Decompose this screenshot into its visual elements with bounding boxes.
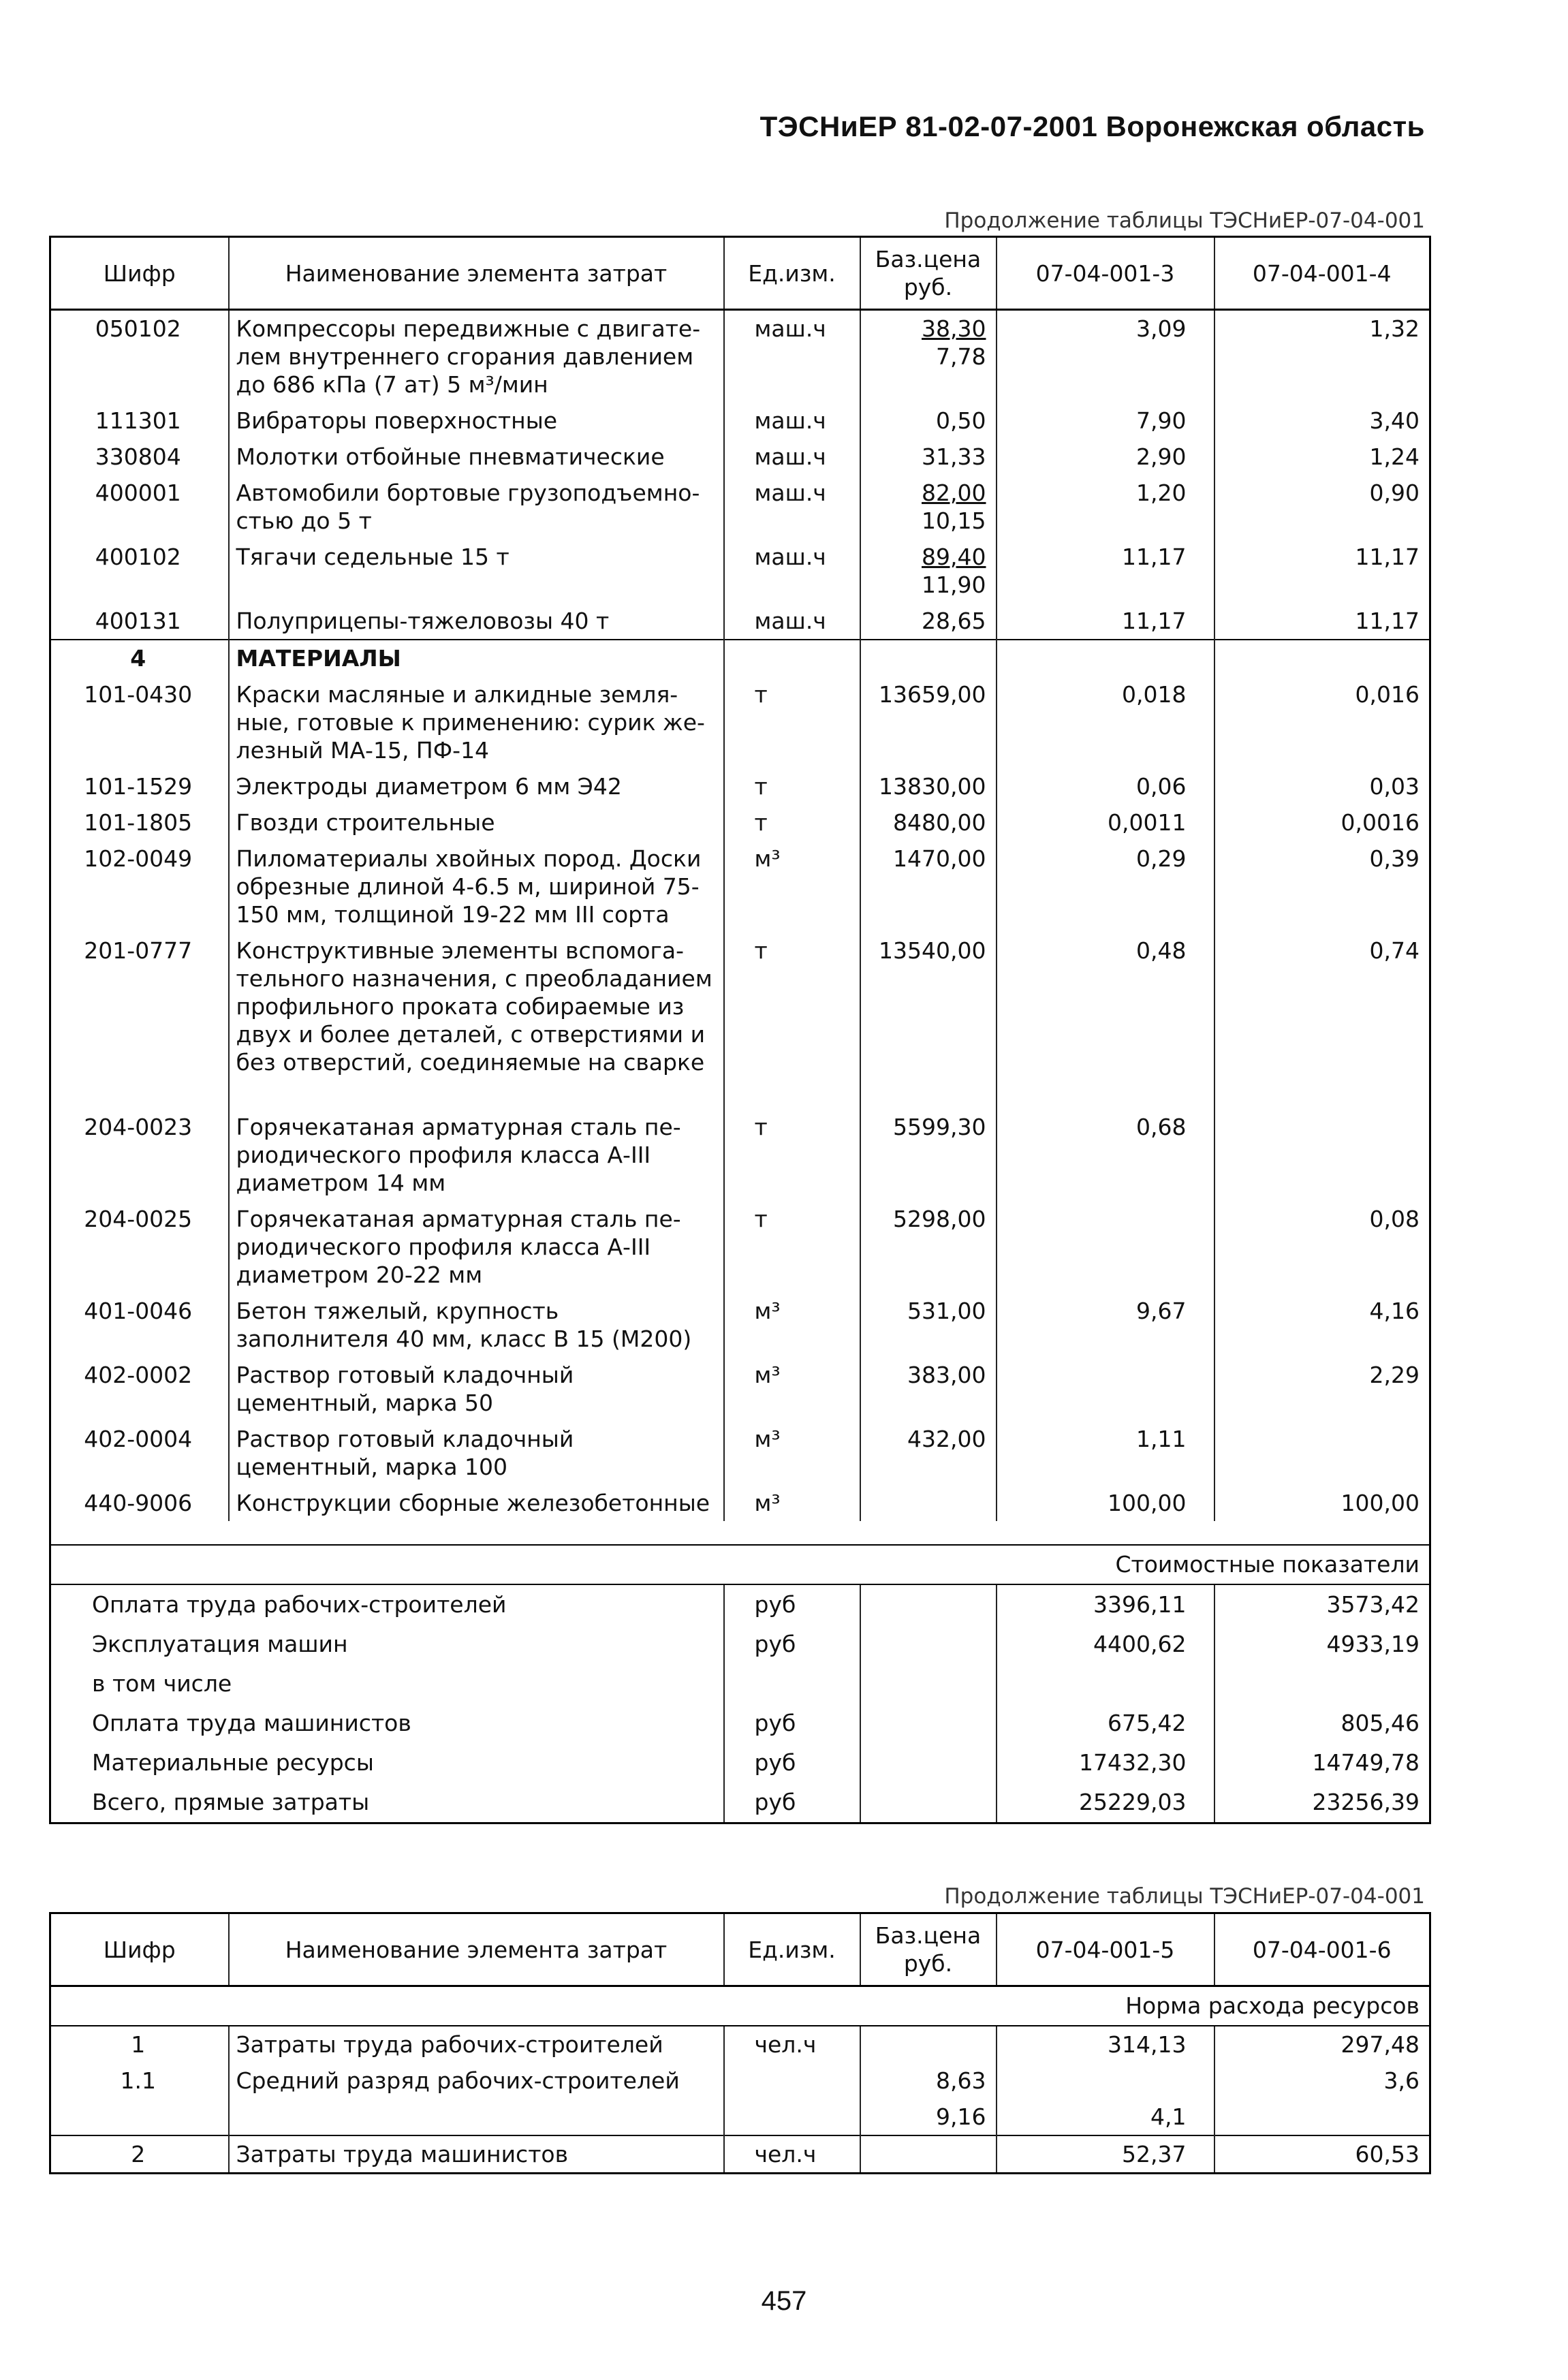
row-value-3: 0,29 — [997, 841, 1214, 933]
resources-table-2 — [49, 1912, 1431, 2174]
table-row — [50, 439, 1430, 475]
row-name: Горячекатаная арматурная сталь пе-риодического профиля класса А-III диаметром 20-22 мм — [229, 1201, 724, 1293]
summary-row — [50, 1704, 1430, 1743]
table-row — [50, 804, 1430, 841]
row-name: Пиломатериалы хвойных пород. Доски обрезные длиной 4-6.5 м, шириной 75-150 мм, толщиной 19-22 мм III сорта — [229, 841, 724, 933]
table-row — [50, 676, 1430, 768]
row-name: Электроды диаметром 6 мм Э42 — [229, 768, 724, 804]
row-price: 5599,30 — [860, 1109, 997, 1201]
row-value-3 — [997, 1201, 1214, 1293]
row-value-3: 1,11 — [997, 1421, 1214, 1485]
table-row — [50, 310, 1430, 403]
row-price: 432,00 — [860, 1421, 997, 1485]
summary-label: Оплата труда машинистов — [50, 1704, 724, 1743]
row-price — [860, 1485, 997, 1521]
row-unit: т — [724, 804, 860, 841]
row-value-3: 1,20 — [997, 475, 1214, 539]
price-value: 38,30 — [922, 315, 986, 342]
row-code: 400102 — [50, 539, 229, 603]
summary-row — [50, 1783, 1430, 1823]
row-code: 330804 — [50, 439, 229, 475]
row-value-6: 60,53 — [1214, 2135, 1430, 2174]
row-code: 401-0046 — [50, 1293, 229, 1357]
row-code: 204-0023 — [50, 1109, 229, 1201]
row-code: 1 — [50, 2026, 229, 2063]
price-secondary: 10,15 — [922, 507, 986, 534]
table1-caption: Продолжение таблицы ТЭСНиЕР-07-04-001 — [944, 208, 1425, 233]
table-row — [50, 2135, 1430, 2174]
col-header-unit: Ед.изм. — [724, 237, 860, 310]
band-row — [50, 1986, 1430, 2026]
row-price: 28,65 — [860, 603, 997, 640]
summary-unit: руб — [724, 1584, 860, 1625]
summary-value-3: 17432,30 — [997, 1743, 1214, 1783]
row-name: Полуприцепы-тяжеловозы 40 т — [229, 603, 724, 640]
summary-row — [50, 1743, 1430, 1783]
col-header-unit: Ед.изм. — [724, 1913, 860, 1986]
row-value-5: 314,13 — [997, 2026, 1214, 2063]
table-row — [50, 1357, 1430, 1421]
row-name: Бетон тяжелый, крупность заполнителя 40 мм, класс В 15 (М200) — [229, 1293, 724, 1357]
row-unit: м³ — [724, 1357, 860, 1421]
section-number: 4 — [50, 640, 229, 676]
row-price: 5298,00 — [860, 1201, 997, 1293]
row-name: Конструкции сборные железобетонные — [229, 1485, 724, 1521]
summary-value-4: 14749,78 — [1214, 1743, 1430, 1783]
price-value: 82,00 — [922, 480, 986, 506]
table-row — [50, 403, 1430, 439]
row-unit: м³ — [724, 1293, 860, 1357]
price-secondary: 7,78 — [936, 343, 986, 370]
row-code: 1.1 — [50, 2063, 229, 2099]
row-price: 8480,00 — [860, 804, 997, 841]
row-name — [229, 2099, 724, 2135]
row-value-4: 11,17 — [1214, 539, 1430, 603]
row-value-5: 52,37 — [997, 2135, 1214, 2174]
row-code: 440-9006 — [50, 1485, 229, 1521]
row-value-6: 297,48 — [1214, 2026, 1430, 2063]
col-header-07-04-001-3: 07-04-001-3 — [997, 237, 1214, 310]
row-value-3: 100,00 — [997, 1485, 1214, 1521]
row-code — [50, 2099, 229, 2135]
col-header-price: Баз.цена руб. — [860, 237, 997, 310]
row-value-4: 1,32 — [1214, 310, 1430, 403]
section-row — [50, 640, 1430, 676]
section-title: МАТЕРИАЛЫ — [229, 640, 724, 676]
row-value-6: 3,6 — [1214, 2063, 1430, 2099]
resources-table-1 — [49, 236, 1431, 1824]
row-value-4: 0,016 — [1214, 676, 1430, 768]
row-unit: чел.ч — [724, 2026, 860, 2063]
row-name: Раствор готовый кладочный цементный, марка 50 — [229, 1357, 724, 1421]
row-unit: маш.ч — [724, 539, 860, 603]
summary-value-3: 675,42 — [997, 1704, 1214, 1743]
summary-value-3: 25229,03 — [997, 1783, 1214, 1823]
row-price: 8,63 — [860, 2063, 997, 2099]
row-code: 101-1529 — [50, 768, 229, 804]
summary-unit: руб — [724, 1625, 860, 1664]
table-row — [50, 768, 1430, 804]
summary-label: Материальные ресурсы — [50, 1743, 724, 1783]
row-unit: м³ — [724, 841, 860, 933]
row-name: Гвозди строительные — [229, 804, 724, 841]
row-value-3: 2,90 — [997, 439, 1214, 475]
row-price — [860, 2026, 997, 2063]
row-value-3: 11,17 — [997, 603, 1214, 640]
row-value-4: 11,17 — [1214, 603, 1430, 640]
row-price — [860, 475, 997, 539]
row-code: 111301 — [50, 403, 229, 439]
row-unit: маш.ч — [724, 603, 860, 640]
row-code: 101-1805 — [50, 804, 229, 841]
row-value-4: 0,39 — [1214, 841, 1430, 933]
row-name: Средний разряд рабочих-строителей — [229, 2063, 724, 2099]
row-name: Автомобили бортовые грузоподъемно-стью до 5 т — [229, 475, 724, 539]
row-value-4: 0,0016 — [1214, 804, 1430, 841]
col-header-07-04-001-5: 07-04-001-5 — [997, 1913, 1214, 1986]
summary-row — [50, 1664, 1430, 1704]
summary-label: Эксплуатация машин — [50, 1625, 724, 1664]
row-unit: т — [724, 1201, 860, 1293]
row-name: Раствор готовый кладочный цементный, марка 100 — [229, 1421, 724, 1485]
row-value-4 — [1214, 1109, 1430, 1201]
row-price: 531,00 — [860, 1293, 997, 1357]
row-value-4: 0,74 — [1214, 933, 1430, 1080]
row-name: Конструктивные элементы вспомога-тельного назначения, с преобладанием профильного проката собираемые из двух и более деталей, с отверстиями и без отверстий, соединяемые на сварке — [229, 933, 724, 1080]
table-row — [50, 2099, 1430, 2135]
row-value-4: 0,90 — [1214, 475, 1430, 539]
row-price: 383,00 — [860, 1357, 997, 1421]
row-value-3: 0,06 — [997, 768, 1214, 804]
row-value-4: 4,16 — [1214, 1293, 1430, 1357]
table-row — [50, 2026, 1430, 2063]
summary-row — [50, 1625, 1430, 1664]
price-secondary: 11,90 — [922, 571, 986, 598]
row-value-5: 4,1 — [997, 2099, 1214, 2135]
summary-unit: руб — [724, 1704, 860, 1743]
row-unit: т — [724, 676, 860, 768]
col-header-name: Наименование элемента затрат — [229, 1913, 724, 1986]
row-price: 13830,00 — [860, 768, 997, 804]
summary-unit — [724, 1664, 860, 1704]
row-unit: маш.ч — [724, 475, 860, 539]
row-code: 402-0002 — [50, 1357, 229, 1421]
row-value-3: 7,90 — [997, 403, 1214, 439]
row-value-3: 0,68 — [997, 1109, 1214, 1201]
row-unit: чел.ч — [724, 2135, 860, 2174]
band-resource-norms: Норма расхода ресурсов — [50, 1986, 1430, 2026]
row-value-3: 11,17 — [997, 539, 1214, 603]
table-row — [50, 841, 1430, 933]
row-price: 1470,00 — [860, 841, 997, 933]
table-row — [50, 539, 1430, 603]
row-code: 050102 — [50, 310, 229, 403]
row-price: 9,16 — [860, 2099, 997, 2135]
col-header-07-04-001-6: 07-04-001-6 — [1214, 1913, 1430, 1986]
table-row — [50, 933, 1430, 1080]
row-value-4: 1,24 — [1214, 439, 1430, 475]
summary-label: в том числе — [50, 1664, 724, 1704]
row-value-5 — [997, 2063, 1214, 2099]
row-value-4: 2,29 — [1214, 1357, 1430, 1421]
row-unit: м³ — [724, 1421, 860, 1485]
summary-value-3: 3396,11 — [997, 1584, 1214, 1625]
row-name: Молотки отбойные пневматические — [229, 439, 724, 475]
col-header-code: Шифр — [50, 1913, 229, 1986]
row-code: 400001 — [50, 475, 229, 539]
summary-value-3 — [997, 1664, 1214, 1704]
row-value-3 — [997, 1357, 1214, 1421]
row-code: 101-0430 — [50, 676, 229, 768]
row-name: Затраты труда рабочих-строителей — [229, 2026, 724, 2063]
row-unit: маш.ч — [724, 403, 860, 439]
row-code: 204-0025 — [50, 1201, 229, 1293]
row-unit: т — [724, 768, 860, 804]
table-row — [50, 2063, 1430, 2099]
summary-unit: руб — [724, 1743, 860, 1783]
document-header: ТЭСНиЕР 81-02-07-2001 Воронежская область — [759, 110, 1425, 142]
summary-value-4: 805,46 — [1214, 1704, 1430, 1743]
row-value-4: 0,08 — [1214, 1201, 1430, 1293]
row-unit: т — [724, 933, 860, 1080]
row-value-3: 0,48 — [997, 933, 1214, 1080]
band-row — [50, 1545, 1430, 1584]
row-value-4: 0,03 — [1214, 768, 1430, 804]
row-name: Вибраторы поверхностные — [229, 403, 724, 439]
summary-value-4: 4933,19 — [1214, 1625, 1430, 1664]
row-unit — [724, 2099, 860, 2135]
row-unit: маш.ч — [724, 310, 860, 403]
row-value-3: 9,67 — [997, 1293, 1214, 1357]
row-value-4: 3,40 — [1214, 403, 1430, 439]
row-value-4: 100,00 — [1214, 1485, 1430, 1521]
row-code: 402-0004 — [50, 1421, 229, 1485]
table-header-row — [50, 237, 1430, 310]
row-value-3: 0,0011 — [997, 804, 1214, 841]
row-price — [860, 310, 997, 403]
row-unit: т — [724, 1109, 860, 1201]
summary-value-3: 4400,62 — [997, 1625, 1214, 1664]
summary-unit: руб — [724, 1783, 860, 1823]
row-value-3: 3,09 — [997, 310, 1214, 403]
row-price: 31,33 — [860, 439, 997, 475]
row-price: 13540,00 — [860, 933, 997, 1080]
row-code: 201-0777 — [50, 933, 229, 1080]
row-name: Горячекатаная арматурная сталь пе-риодического профиля класса А-III диаметром 14 мм — [229, 1109, 724, 1201]
spacer-row — [50, 1080, 1430, 1109]
row-code: 400131 — [50, 603, 229, 640]
summary-value-4 — [1214, 1664, 1430, 1704]
col-header-code: Шифр — [50, 237, 229, 310]
row-name: Затраты труда машинистов — [229, 2135, 724, 2174]
band-cost-indicators: Стоимостные показатели — [50, 1545, 1430, 1584]
col-header-name: Наименование элемента затрат — [229, 237, 724, 310]
summary-row — [50, 1584, 1430, 1625]
summary-label: Оплата труда рабочих-строителей — [50, 1584, 724, 1625]
row-price: 0,50 — [860, 403, 997, 439]
table-header-row — [50, 1913, 1430, 1986]
table2-caption: Продолжение таблицы ТЭСНиЕР-07-04-001 — [944, 1884, 1425, 1909]
row-name: Компрессоры передвижные с двигате-лем внутреннего сгорания давлением до 686 кПа (7 ат) 5 м³/мин — [229, 310, 724, 403]
price-value: 89,40 — [922, 544, 986, 570]
table-row — [50, 1485, 1430, 1521]
row-unit — [724, 2063, 860, 2099]
page-number: 457 — [761, 2286, 807, 2316]
table-row — [50, 603, 1430, 640]
row-price — [860, 539, 997, 603]
spacer-row — [50, 1521, 1430, 1545]
row-value-6 — [1214, 2099, 1430, 2135]
row-price — [860, 2135, 997, 2174]
row-value-3: 0,018 — [997, 676, 1214, 768]
col-header-price: Баз.цена руб. — [860, 1913, 997, 1986]
summary-value-4: 3573,42 — [1214, 1584, 1430, 1625]
table-row — [50, 1421, 1430, 1485]
row-code: 2 — [50, 2135, 229, 2174]
table-row — [50, 1293, 1430, 1357]
summary-label: Всего, прямые затраты — [50, 1783, 724, 1823]
row-name: Тягачи седельные 15 т — [229, 539, 724, 603]
table-row — [50, 1109, 1430, 1201]
col-header-07-04-001-4: 07-04-001-4 — [1214, 237, 1430, 310]
table-row — [50, 1201, 1430, 1293]
row-unit: маш.ч — [724, 439, 860, 475]
summary-value-4: 23256,39 — [1214, 1783, 1430, 1823]
table-row — [50, 475, 1430, 539]
row-name: Краски масляные и алкидные земля-ные, готовые к применению: сурик же-лезный МА-15, ПФ-14 — [229, 676, 724, 768]
row-price: 13659,00 — [860, 676, 997, 768]
row-value-4 — [1214, 1421, 1430, 1485]
row-code: 102-0049 — [50, 841, 229, 933]
row-unit: м³ — [724, 1485, 860, 1521]
